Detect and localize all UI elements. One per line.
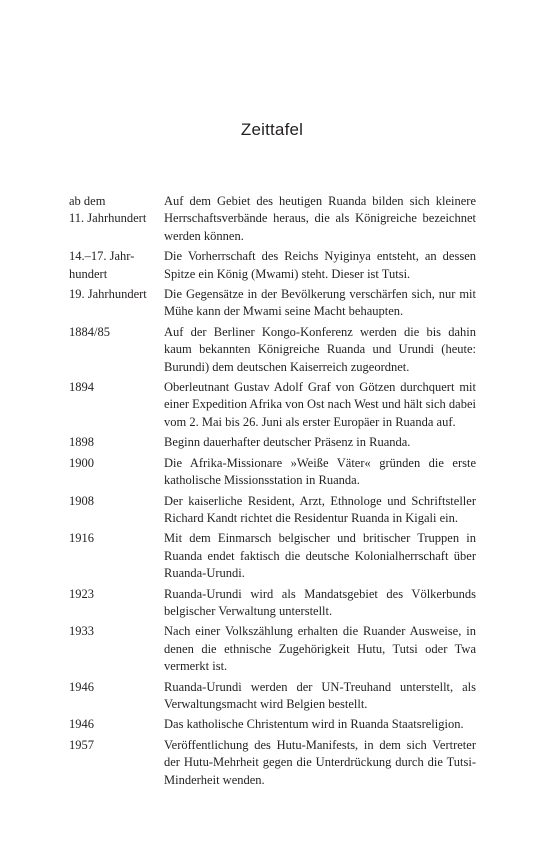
timeline-entry	[69, 248, 476, 283]
timeline-entry	[69, 716, 476, 733]
entry-year: 1923	[69, 586, 94, 601]
entry-text: Veröffentlichung des Hutu-Manifests, in dem sich Vertreter der Hutu-Mehrheit gegen die Unterdrückung durch die Tutsi-Minderheit wenden.	[164, 737, 476, 787]
entry-year: 1894	[69, 380, 94, 395]
entry-text: Auf der Berliner Kongo-Konferenz werden die bis dahin kaum bekannten Königreiche Ruanda und Urundi (heute: Burundi) dem deutschen Kaiserreich zugeordnet.	[164, 324, 476, 374]
entry-text: Auf dem Gebiet des heutigen Ruanda bilden sich kleinere Herrschaftsverbände heraus, die als Königreiche bezeichnet werden können.	[164, 194, 476, 243]
entry-year: 1916	[69, 531, 94, 546]
entry-year: 1884/85	[69, 324, 110, 339]
timeline-entry	[69, 530, 476, 582]
entry-text: Ruanda-Urundi wird als Mandatsgebiet des Völkerbunds belgischer Verwaltung unterstellt.	[164, 586, 476, 618]
entry-text: Der kaiserliche Resident, Arzt, Ethnologe und Schriftsteller Richard Kandt richtet die Residentur Ruanda in Kigali ein.	[164, 493, 476, 525]
entry-year: 1946	[69, 717, 94, 732]
entry-year: 1957	[69, 737, 94, 752]
entry-text: Die Gegensätze in der Bevölkerung verschärfen sich, nur mit Mühe kann der Mwami seine Macht behaupten.	[164, 287, 476, 319]
timeline-entry	[69, 193, 476, 245]
entry-year: 1933	[69, 624, 94, 639]
entry-text: Oberleutnant Gustav Adolf Graf von Götzen durchquert mit einer Expedition Afrika von Ost nach West und hält sich dabei vom 2. Mai bis 26. Juni als erster Europäer in Ruanda auf.	[164, 380, 476, 429]
timeline-entry	[69, 434, 476, 451]
page-title: Zeittafel	[240, 120, 304, 139]
entry-text: Mit dem Einmarsch belgischer und britischer Truppen in Ruanda endet faktisch die deutsche Kolonialherrschaft über Ruanda-Urundi.	[164, 531, 476, 581]
timeline-table	[69, 193, 476, 792]
entry-year: 1900	[69, 455, 94, 470]
entry-year: 14.–17. Jahr- hundert	[69, 249, 135, 281]
entry-text: Ruanda-Urundi werden der UN-Treuhand unterstellt, als Verwaltungsmacht wird Belgien bestellt.	[164, 679, 476, 711]
timeline-entry	[69, 455, 476, 490]
timeline-entry	[69, 737, 476, 789]
entry-year: 1908	[69, 493, 94, 508]
timeline-entry	[69, 379, 476, 431]
entry-year: 19. Jahrhundert	[69, 287, 147, 302]
entry-text: Die Afrika-Missionare »Weiße Väter« gründen die erste katholische Missionsstation in Ruanda.	[164, 455, 476, 488]
timeline-entry	[69, 493, 476, 528]
timeline-entry	[69, 623, 476, 675]
timeline-entry	[69, 286, 476, 321]
entry-text: Das katholische Christentum wird in Ruanda Staatsreligion.	[164, 717, 464, 732]
entry-text: Die Vorherrschaft des Reichs Nyiginya entsteht, an dessen Spitze ein König (Mwami) steht. Dieser ist Tutsi.	[164, 249, 476, 281]
entry-text: Beginn dauerhafter deutscher Präsenz in Ruanda.	[164, 435, 411, 450]
entry-year: 1898	[69, 435, 94, 450]
entry-year: ab dem 11. Jahrhundert	[69, 194, 147, 226]
entry-year: 1946	[69, 679, 94, 694]
entry-text: Nach einer Volkszählung erhalten die Ruander Ausweise, in denen die ethnische Zugehörigkeit Hutu, Tutsi oder Twa vermerkt ist.	[164, 624, 476, 674]
timeline-entry	[69, 324, 476, 376]
timeline-entry	[69, 679, 476, 714]
timeline-entry	[69, 586, 476, 621]
